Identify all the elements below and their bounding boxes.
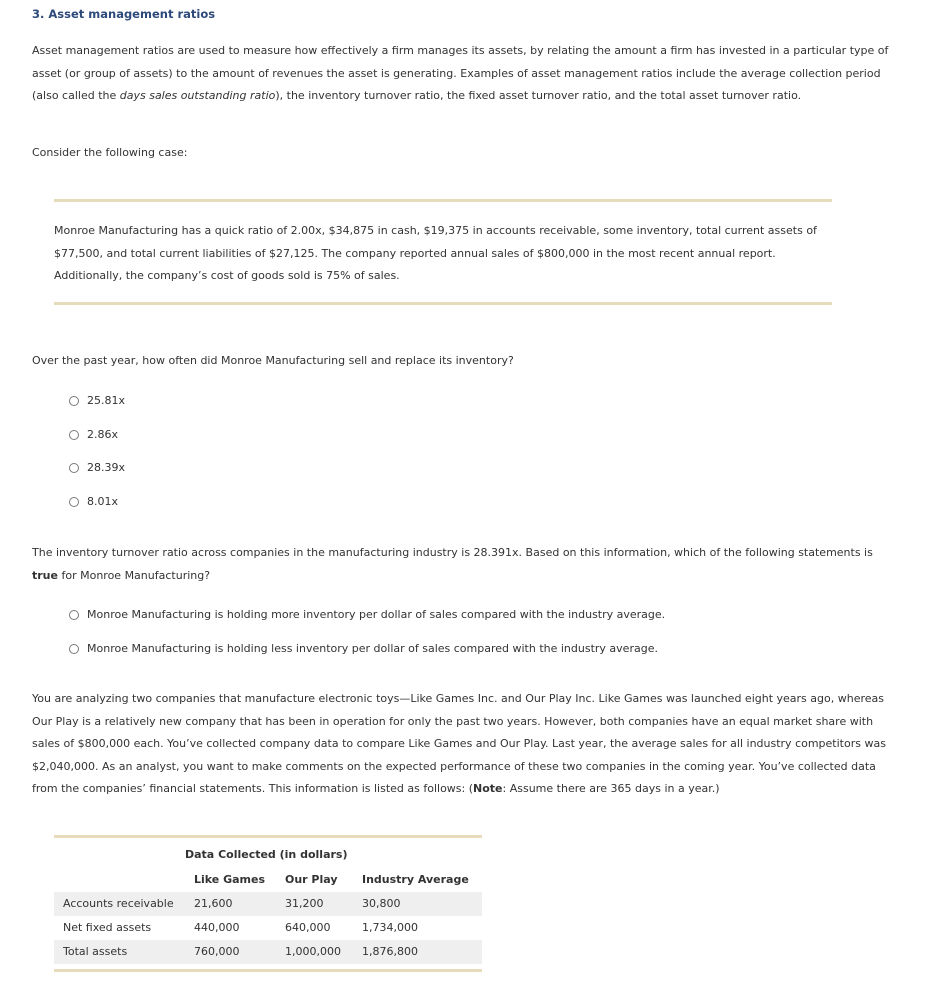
table-cell: 640,000 — [285, 921, 331, 934]
q2-option-label: Monroe Manufacturing is holding less inventory per dollar of sales compared with the industry average. — [87, 642, 658, 655]
radio-button[interactable] — [69, 430, 79, 440]
table-cell: 21,600 — [194, 897, 233, 910]
q2-option-2[interactable] — [69, 642, 658, 655]
q2-option-label: Monroe Manufacturing is holding more inventory per dollar of sales compared with the industry average. — [87, 608, 666, 621]
radio-button[interactable] — [69, 463, 79, 473]
table-cell: 1,734,000 — [362, 921, 418, 934]
column-header: Industry Average — [362, 873, 469, 886]
analysis-paragraph: You are analyzing two companies that manufacture electronic toys—Like Games Inc. and Our Play Inc. Like Games was launched eight years ago, whereas Our Play is a relatively new company that has been in operation for only the past two years. However, both companies have an equal market share with sales of $800,000 each. You’ve collected company data to compare Like Games and Our Play. Last year, the average sales for all industry competitors was $2,040,000. As an analyst, you want to make comments on the expected performance of these two companies in the coming year. You’ve collected data from the companies’ financial statements. This information is listed as follows: (Note: Assume there are 365 days in a year.) — [32, 692, 886, 795]
radio-button[interactable] — [69, 610, 79, 620]
radio-button[interactable] — [69, 497, 79, 507]
q1-option-label: 28.39x — [87, 461, 126, 474]
q1-option-label: 25.81x — [87, 394, 126, 407]
section-title: 3. Asset management ratios — [32, 7, 216, 21]
table-row — [54, 892, 482, 916]
row-label: Total assets — [63, 945, 128, 958]
q2-option-1[interactable] — [69, 608, 665, 621]
question1-text: Over the past year, how often did Monroe Manufacturing sell and replace its inventory? — [32, 354, 514, 367]
q1-option-1[interactable] — [69, 394, 125, 407]
radio-button[interactable] — [69, 644, 79, 654]
q1-option-label: 2.86x — [87, 428, 119, 441]
table-caption: Data Collected (in dollars) — [185, 848, 348, 861]
table-cell: 30,800 — [362, 897, 401, 910]
table-cell: 440,000 — [194, 921, 240, 934]
row-label: Net fixed assets — [63, 921, 152, 934]
table-cell: 31,200 — [285, 897, 324, 910]
q1-option-3[interactable] — [69, 461, 125, 474]
column-header: Like Games — [194, 873, 266, 886]
consider-text: Consider the following case: — [32, 146, 188, 159]
data-table — [54, 835, 482, 972]
q1-option-label: 8.01x — [87, 495, 119, 508]
q1-option-2[interactable] — [69, 428, 118, 441]
case-box — [54, 199, 832, 305]
table-row — [54, 940, 482, 964]
q1-option-4[interactable] — [69, 495, 118, 508]
table-row — [54, 916, 482, 940]
table-cell: 760,000 — [194, 945, 240, 958]
intro-paragraph: Asset management ratios are used to measure how effectively a firm manages its assets, by relating the amount a firm has invested in a particular type of asset (or group of assets) to the amount of revenues the asset is generating. Examples of asset management ratios include the average collection period (also called the days sales outstanding ratio), the inventory turnover ratio, the fixed asset turnover ratio, and the total asset turnover ratio. — [32, 44, 889, 102]
radio-button[interactable] — [69, 396, 79, 406]
row-label: Accounts receivable — [63, 897, 174, 910]
question2-text: The inventory turnover ratio across companies in the manufacturing industry is 28.391x. Based on this information, which of the following statements is true for Monroe Manufacturing? — [32, 546, 873, 582]
column-header: Our Play — [285, 873, 338, 886]
table-cell: 1,000,000 — [285, 945, 341, 958]
case-text: Monroe Manufacturing has a quick ratio of 2.00x, $34,875 in cash, $19,375 in accounts receivable, some inventory, total current assets of $77,500, and total current liabilities of $27,125. The company reported annual sales of $800,000 in the most recent annual report. Additionally, the company’s cost of goods sold is 75% of sales. — [54, 224, 817, 282]
table-cell: 1,876,800 — [362, 945, 418, 958]
